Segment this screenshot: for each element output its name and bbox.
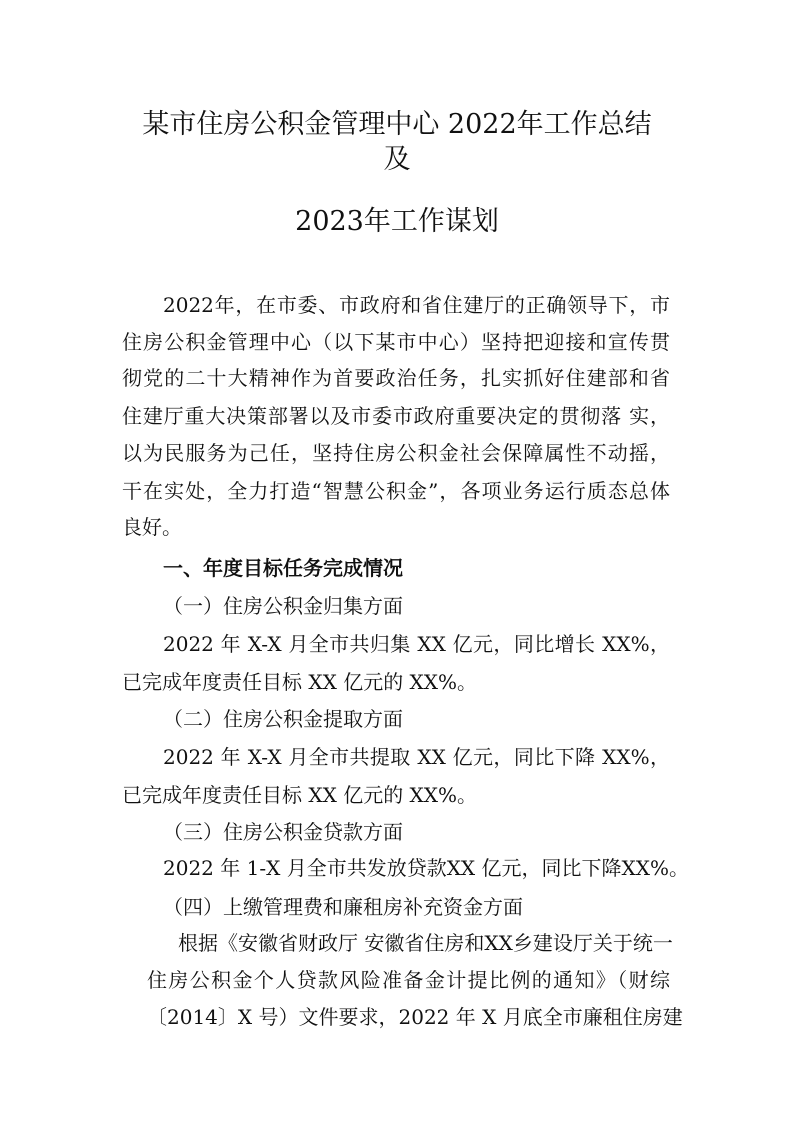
body-line: 已完成年度责任目标 XX 亿元的 XX%。 — [122, 783, 478, 807]
intro-line: 干在实处，全力打造“智慧公积金”，各项业务运行质态总体 — [122, 479, 670, 503]
document-title-line2: 及 — [383, 144, 411, 175]
subsection-heading: （一）住房公积金归集方面 — [163, 594, 403, 618]
intro-line: 良好。 — [122, 515, 182, 539]
intro-line: 住建厅重大决策部署以及市委市政府重要决定的贯彻落 实， — [122, 404, 670, 428]
body-line: 〔2014〕X 号）文件要求，2022 年 X 月底全市廉租住房建 — [147, 1005, 683, 1029]
document-title-line3: 2023年工作谋划 — [295, 206, 499, 237]
intro-line: 住房公积金管理中心（以下某市中心）坚持把迎接和宣传贯 — [122, 330, 670, 354]
intro-line: 2022年，在市委、市政府和省住建厅的正确领导下，市 — [163, 293, 670, 317]
body-line: 已完成年度责任目标 XX 亿元的 XX%。 — [122, 670, 478, 694]
subsection-heading: （三）住房公积金贷款方面 — [163, 820, 403, 844]
document-title-line1: 某市住房公积金管理中心 2022年工作总结 — [142, 109, 652, 140]
body-line: 2022 年 X-X 月全市共归集 XX 亿元，同比增长 XX%， — [163, 632, 670, 656]
body-line: 住房公积金个人贷款风险准备金计提比例的通知》（财综 — [147, 968, 670, 992]
subsection-heading: （二）住房公积金提取方面 — [163, 707, 403, 731]
intro-line: 以为民服务为己任，坚持住房公积金社会保障属性不动摇， — [122, 441, 670, 465]
body-line: 2022 年 X-X 月全市共提取 XX 亿元，同比下降 XX%， — [163, 745, 670, 769]
intro-line: 彻党的二十大精神作为首要政治任务，扎实抓好住建部和省 — [122, 366, 670, 390]
body-line: 根据《安徽省财政厅 安徽省住房和XX乡建设厅关于统一 — [178, 931, 673, 955]
section-heading: 一、年度目标任务完成情况 — [163, 556, 403, 580]
subsection-heading: （四）上缴管理费和廉租房补充资金方面 — [163, 895, 523, 919]
body-line: 2022 年 1-X 月全市共发放贷款XX 亿元，同比下降XX%。 — [163, 856, 690, 880]
